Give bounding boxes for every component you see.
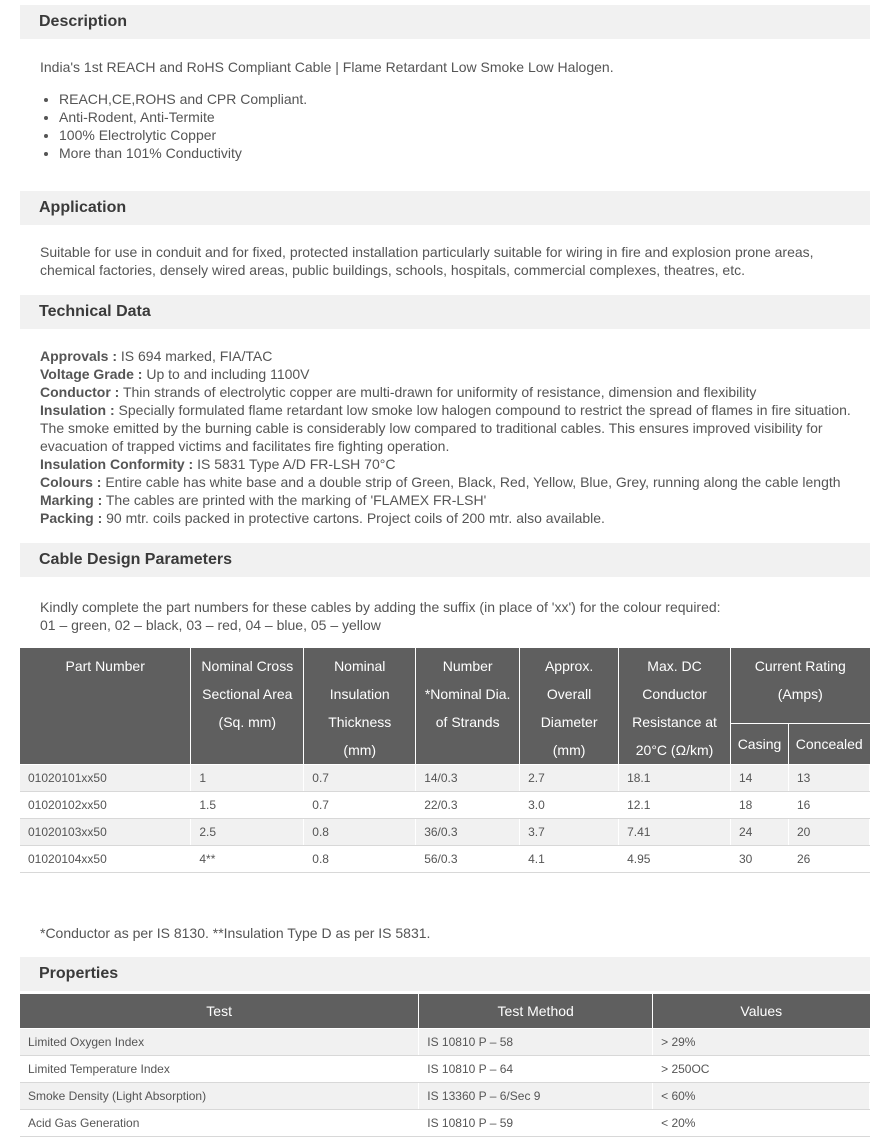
tech-label: Approvals : [40,348,118,364]
table-row: Limited Oxygen Index IS 10810 P – 58 > 29% [20,1028,870,1055]
tech-item [40,455,858,473]
col-part-number: Part Number [20,648,191,765]
tech-item [40,473,858,491]
col-dc-resistance: Max. DC Conductor Resistance at 20°C (Ω/km) [619,648,731,765]
design-footnote: *Conductor as per IS 8130. **Insulation Type D as per IS 5831. [40,925,431,941]
tech-label: Insulation Conformity : [40,456,194,472]
technical-data [40,347,858,527]
table-row: 01020104xx50 4** 0.8 56/0.3 4.1 4.95 30 26 [20,846,870,873]
tech-value: Thin strands of electrolytic copper are multi-drawn for uniformity of resistance, dimension and flexibility [119,384,757,400]
table-row: 01020101xx50 1 0.7 14/0.3 2.7 18.1 14 13 [20,765,870,792]
col-casing: Casing [731,723,789,764]
description-intro: India's 1st REACH and RoHS Compliant Cable | Flame Retardant Low Smoke Low Halogen. [40,59,614,75]
col-current-rating: Current Rating (Amps) [731,648,870,723]
description-bullets [40,90,307,162]
list-item: • REACH,CE,ROHS and CPR Compliant. [59,90,307,108]
col-overall-diameter: Approx. Overall Diameter (mm) [520,648,619,765]
tech-item [40,365,858,383]
tech-item [40,491,858,509]
table-row: 01020102xx50 1.5 0.7 22/0.3 3.0 12.1 18 16 [20,792,870,819]
tech-value: Specially formulated flame retardant low smoke low halogen compound to restrict the spread of flames in fire situation. The smoke emitted by the burning cable is considerably low compared to traditional cables. This ensures improved visibility for evacuation of trapped victims and facilitates fire fighting operation. [40,402,851,454]
tech-label: Colours : [40,474,102,490]
col-strands: Number *Nominal Dia. of Strands [416,648,520,765]
application-text: Suitable for use in conduit and for fixed, protected installation particularly suitable for wiring in fire and explosion prone areas, chemical factories, densely wired areas, public buildings, schools, hospitals, commercial complexes, theatres, etc. [40,244,814,278]
list-item: • More than 101% Conductivity [59,144,307,162]
col-insulation-thickness: Nominal Insulation Thickness (mm) [304,648,416,765]
tech-label: Conductor : [40,384,120,400]
tech-label: Insulation : [40,402,115,418]
tech-label: Packing : [40,510,103,526]
col-values: Values [653,994,870,1028]
table-row: Acid Gas Generation IS 10810 P – 59 < 20% [20,1109,870,1136]
table-row: Smoke Density (Light Absorption) IS 13360 P – 6/Sec 9 < 60% [20,1082,870,1109]
design-note-2: 01 – green, 02 – black, 03 – red, 04 – blue, 05 – yellow [40,617,381,633]
design-note-1: Kindly complete the part numbers for these cables by adding the suffix (in place of 'xx') for the colour required: [40,599,721,615]
tech-value: Entire cable has white base and a double strip of Green, Black, Red, Yellow, Blue, Grey, running along the cable length [101,474,841,490]
application-heading: Application [20,191,870,225]
col-concealed: Concealed [788,723,869,764]
properties-heading: Properties [20,957,870,991]
list-item: • 100% Electrolytic Copper [59,126,307,144]
table-row: 01020103xx50 2.5 0.8 36/0.3 3.7 7.41 24 20 [20,819,870,846]
tech-value: IS 694 marked, FIA/TAC [117,348,273,364]
tech-value: 90 mtr. coils packed in protective cartons. Project coils of 200 mtr. also available. [102,510,605,526]
list-item: • Anti-Rodent, Anti-Termite [59,108,307,126]
description-heading: Description [20,5,870,39]
tech-item [40,401,858,455]
cable-design-table [20,648,870,873]
tech-value: Up to and including 1100V [142,366,310,382]
tech-value: The cables are printed with the marking of 'FLAMEX FR-LSH' [102,492,487,508]
col-cross-section: Nominal Cross Sectional Area (Sq. mm) [191,648,304,765]
col-test: Test [20,994,419,1028]
table-row: Limited Temperature Index IS 10810 P – 64 > 250OC [20,1055,870,1082]
tech-label: Marking : [40,492,103,508]
tech-item [40,509,858,527]
technical-heading: Technical Data [20,295,870,329]
col-test-method: Test Method [419,994,653,1028]
tech-label: Voltage Grade : [40,366,143,382]
tech-value: IS 5831 Type A/D FR-LSH 70°C [193,456,396,472]
properties-table [20,994,870,1137]
design-heading: Cable Design Parameters [20,543,870,577]
tech-item [40,383,858,401]
tech-item [40,347,858,365]
